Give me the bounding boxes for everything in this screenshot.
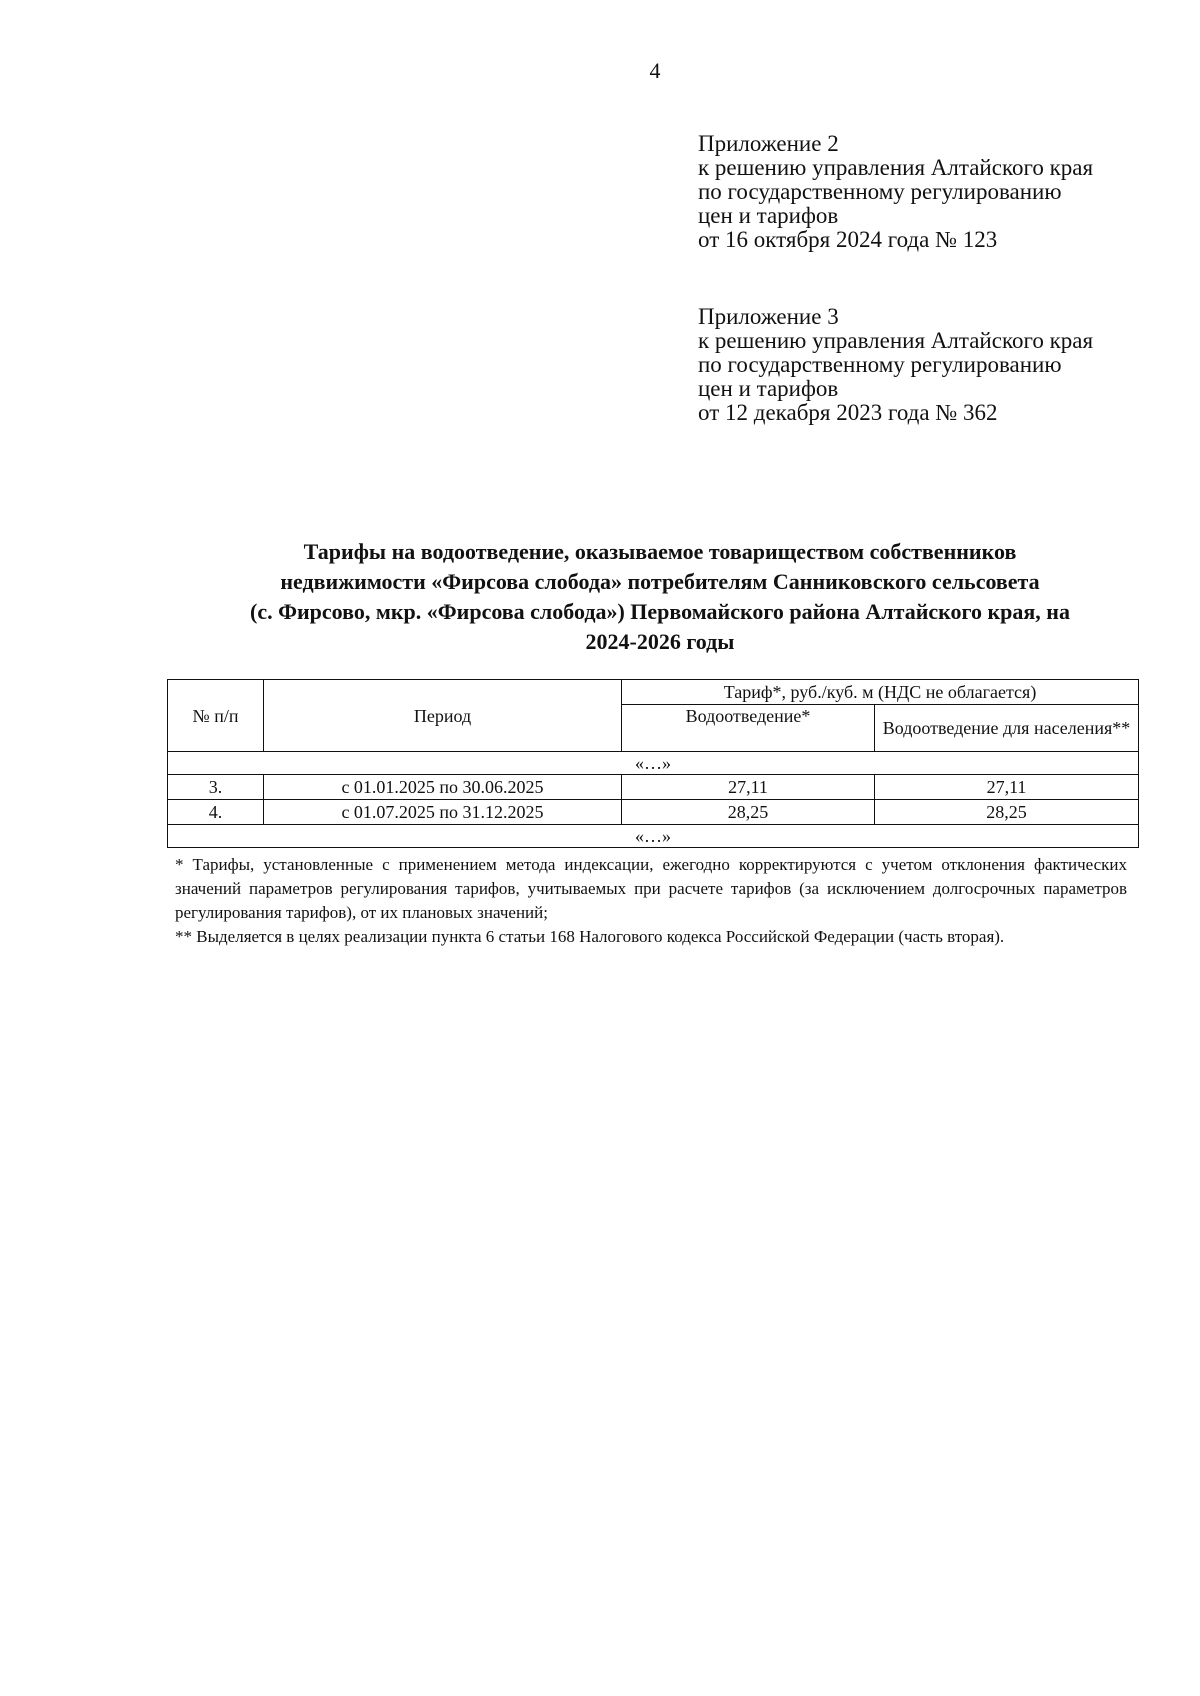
header-sewerage: Водоотведение* xyxy=(622,705,875,752)
annex-3-line: по государственному регулированию xyxy=(698,352,1062,377)
header-num: № п/п xyxy=(168,680,264,752)
header-tariff-group: Тариф*, руб./куб. м (НДС не облагается) xyxy=(622,680,1139,705)
annex-3-line: к решению управления Алтайского края xyxy=(698,328,1094,353)
annex-2-header xyxy=(698,132,1178,252)
title-line: 2024-2026 годы xyxy=(585,629,735,654)
table-header-row xyxy=(168,680,1139,705)
cell-sewerage-population: 27,11 xyxy=(875,775,1139,800)
table-row xyxy=(168,800,1139,825)
annex-3-line: от 12 декабря 2023 года № 362 xyxy=(698,400,998,425)
table-row-ellipsis xyxy=(168,752,1139,775)
title-line: Тарифы на водоотведение, оказываемое товариществом собственников xyxy=(303,539,1017,564)
cell-period: с 01.07.2025 по 31.12.2025 xyxy=(264,800,622,825)
cell-period: с 01.01.2025 по 30.06.2025 xyxy=(264,775,622,800)
annex-2-line: цен и тарифов xyxy=(698,203,839,228)
annex-2-line: от 16 октября 2024 года № 123 xyxy=(698,227,998,252)
title-line: (с. Фирсово, мкр. «Фирсова слобода») Первомайского района Алтайского края, на xyxy=(250,599,1070,624)
annex-3-line: цен и тарифов xyxy=(698,376,839,401)
tariff-table xyxy=(167,679,1139,848)
cell-sewerage: 28,25 xyxy=(622,800,875,825)
title-line: недвижимости «Фирсова слобода» потребителям Санниковского сельсовета xyxy=(280,569,1040,594)
cell-num: 3. xyxy=(168,775,264,800)
annex-3-line: Приложение 3 xyxy=(698,304,839,329)
footnotes xyxy=(175,853,1127,949)
annex-2-line: по государственному регулированию xyxy=(698,179,1062,204)
annex-3-header xyxy=(698,305,1178,425)
cell-num: 4. xyxy=(168,800,264,825)
annex-2-line: к решению управления Алтайского края xyxy=(698,155,1094,180)
document-title xyxy=(160,537,1160,657)
ellipsis-cell: «…» xyxy=(168,825,1139,848)
annex-2-line: Приложение 2 xyxy=(698,131,839,156)
cell-sewerage: 27,11 xyxy=(622,775,875,800)
footnote-1: * Тарифы, установленные с применением метода индексации, ежегодно корректируются с учетом отклонения фактических значений параметров регулирования тарифов, учитываемых при расчете тарифов (за исключением долгосрочных параметров регулирования тарифов), от их плановых значений; xyxy=(175,855,1127,922)
page-number: 4 xyxy=(649,58,661,83)
header-period: Период xyxy=(264,680,622,752)
ellipsis-cell: «…» xyxy=(168,752,1139,775)
cell-sewerage-population: 28,25 xyxy=(875,800,1139,825)
footnote-2: ** Выделяется в целях реализации пункта 6 статьи 168 Налогового кодекса Российской Федерации (часть вторая). xyxy=(175,927,1005,946)
header-sewerage-population: Водоотведение для населения** xyxy=(875,705,1139,752)
table-row-ellipsis xyxy=(168,825,1139,848)
table-row xyxy=(168,775,1139,800)
